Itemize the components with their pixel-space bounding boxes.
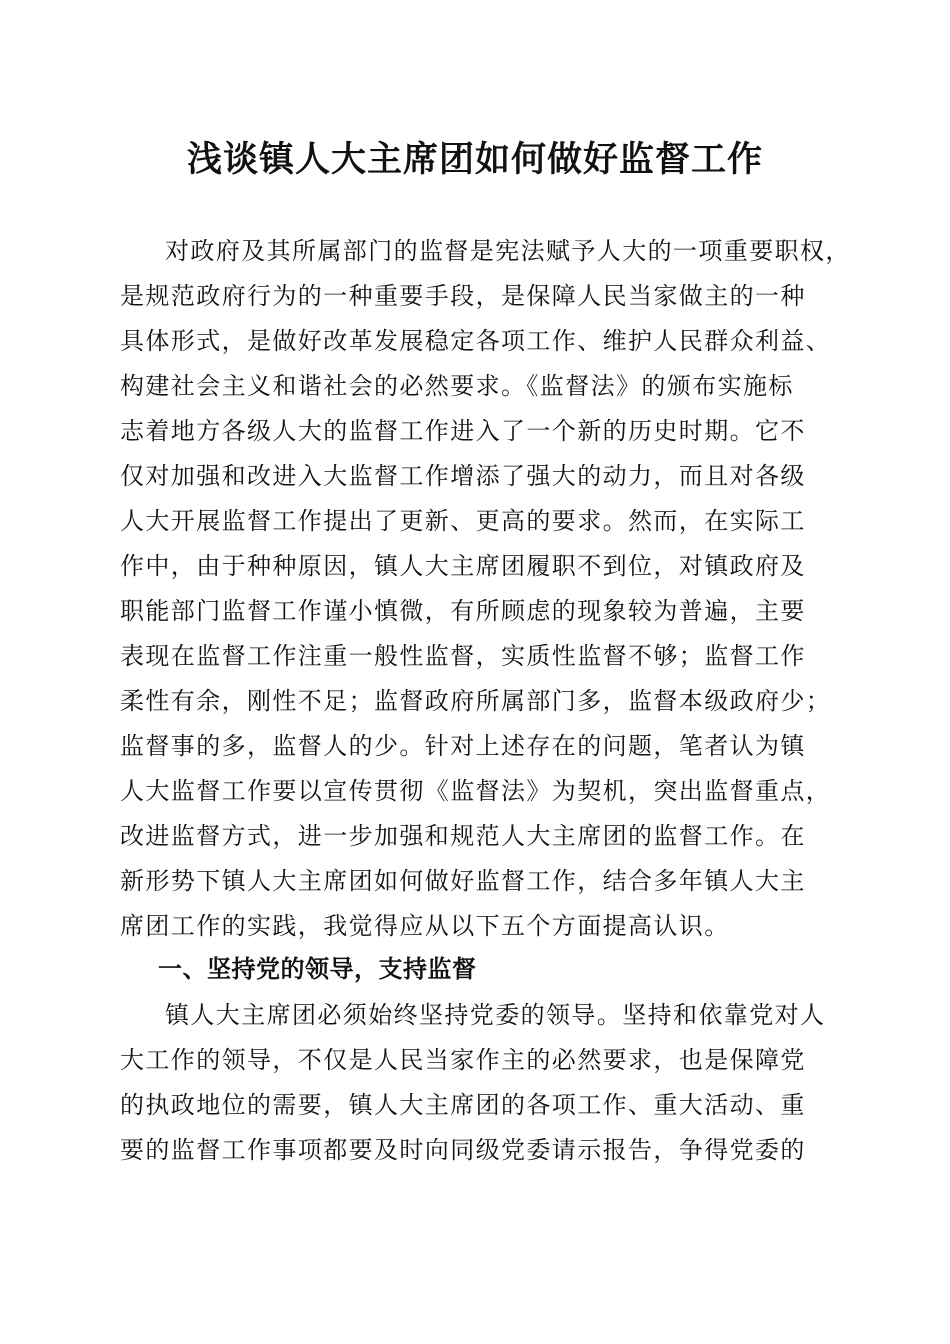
paragraph-line: 表现在监督工作注重一般性监督，实质性监督不够；监督工作 [120, 642, 806, 670]
paragraph-line: 具体形式，是做好改革发展稳定各项工作、维护人民群众利益、 [120, 327, 832, 355]
document-title: 浅谈镇人大主席团如何做好监督工作 [186, 139, 763, 180]
paragraph-line: 构建社会主义和谐社会的必然要求。《监督法》的颁布实施标 [120, 372, 794, 400]
paragraph-line: 镇人大主席团必须始终坚持党委的领导。坚持和依靠党对人 [165, 1001, 826, 1029]
paragraph-line: 作中，由于种种原因，镇人大主席团履职不到位，对镇政府及 [120, 552, 806, 580]
paragraph-line: 大工作的领导，不仅是人民当家作主的必然要求，也是保障党 [120, 1046, 806, 1074]
paragraph-line: 仅对加强和改进入大监督工作增添了强大的动力，而且对各级 [120, 462, 806, 490]
paragraph-line: 对政府及其所属部门的监督是宪法赋予人大的一项重要职权， [165, 237, 851, 265]
paragraph-line: 是规范政府行为的一种重要手段，是保障人民当家做主的一种 [120, 282, 806, 310]
paragraph-line: 监督事的多，监督人的少。针对上述存在的问题，笔者认为镇 [120, 732, 806, 760]
paragraph-line: 人大开展监督工作提出了更新、更高的要求。然而，在实际工 [120, 507, 806, 535]
paragraph-line: 职能部门监督工作谨小慎微，有所顾虑的现象较为普遍，主要 [120, 597, 806, 625]
section-heading: 一、坚持党的领导，支持监督 [158, 955, 477, 983]
paragraph-line: 新形势下镇人大主席团如何做好监督工作，结合多年镇人大主 [120, 867, 806, 895]
paragraph-line: 人大监督工作要以宣传贯彻《监督法》为契机，突出监督重点， [120, 777, 832, 805]
paragraph-line: 改进监督方式，进一步加强和规范人大主席团的监督工作。在 [120, 822, 806, 850]
paragraph-line: 席团工作的实践，我觉得应从以下五个方面提高认识。 [120, 912, 730, 940]
paragraph-line: 志着地方各级人大的监督工作进入了一个新的历史时期。它不 [120, 417, 806, 445]
paragraph-line: 要的监督工作事项都要及时向同级党委请示报告，争得党委的 [120, 1136, 806, 1164]
paragraph-line: 柔性有余，刚性不足；监督政府所属部门多，监督本级政府少； [120, 687, 832, 715]
paragraph-line: 的执政地位的需要，镇人大主席团的各项工作、重大活动、重 [120, 1091, 806, 1119]
